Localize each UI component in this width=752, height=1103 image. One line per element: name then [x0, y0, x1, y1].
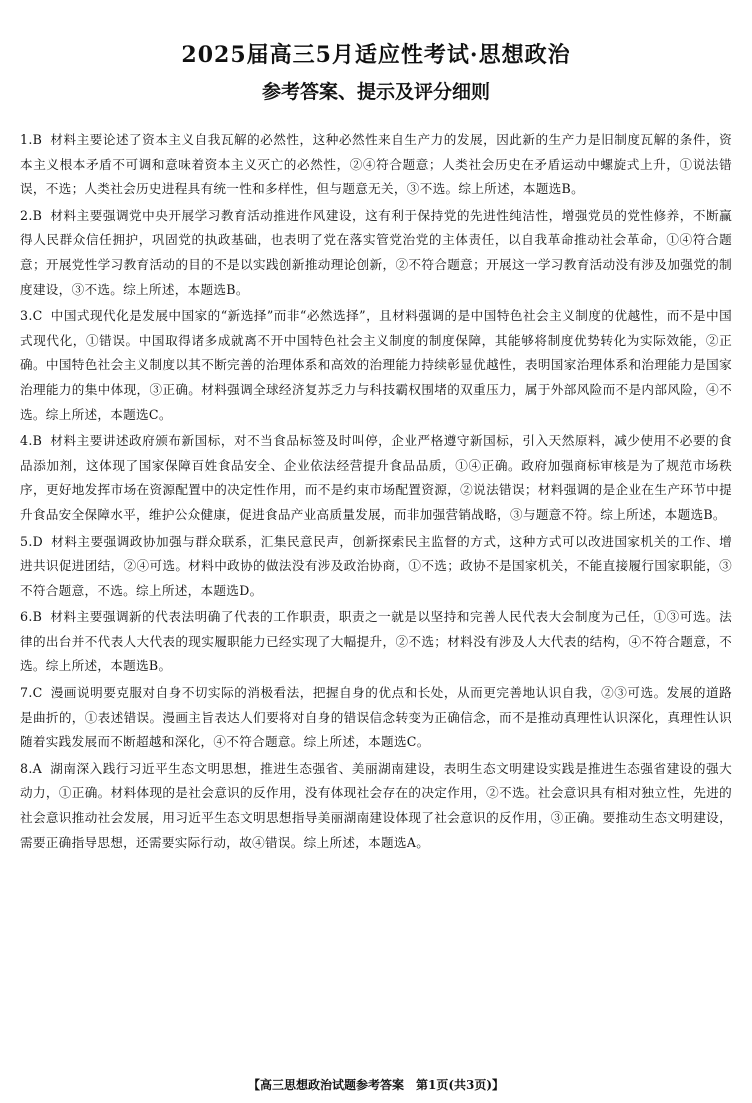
answer-number: 6.B: [20, 609, 43, 625]
answer-text: 材料主要强调政协加强与群众联系，汇集民意民声，创新探索民主监督的方式，这种方式可以改进国家机关的工作、增进共识促进团结，②④可选。材料中政协的做法没有涉及政治协商，①不选；政协不是国家机关，不能直接履行国家职能，③不符合题意，不选。综上所述，本题选D。: [20, 533, 732, 598]
page-title: 2025届高三5月适应性考试·思想政治: [181, 42, 571, 68]
answer-number: 2.B: [20, 207, 43, 223]
answer-number: 5.D: [20, 533, 44, 549]
answer-text: 中国式现代化是发展中国家的“新选择”而非“必然选择”，且材料强调的是中国特色社会主义制度的优越性，而不是中国式现代化，①错误。中国取得诸多成就离不开中国特色社会主义制度的制度保障，其能够将制度优势转化为实际效能，②正确。中国特色社会主义制度以其不断完善的治理体系和高效的治理能力持续彰显优越性，表明国家治理体系和治理能力是国家治理能力的集中体现，③正确。材料强调全球经济复苏乏力与科技霸权围堵的双重压力，属于外部风险而不是内部风险，④不选。综上所述，本题选C。: [20, 308, 732, 422]
answer-text: 漫画说明要克服对自身不切实际的消极看法，把握自身的优点和长处，从而更完善地认识自我，②③可选。发展的道路是曲折的，①表述错误。漫画主旨表达人们要将对自身的错误信念转变为正确信念，而不是推动真理性认识深化，真理性认识随着实践发展而不断超越和深化，④不符合题意。综上所述，本题选C。: [20, 685, 732, 750]
answer-text: 材料主要论述了资本主义自我瓦解的必然性，这种必然性来自生产力的发展，因此新的生产力是旧制度瓦解的条件，资本主义根本矛盾不可调和意味着资本主义灭亡的必然性，②④符合题意；人类社会历史在矛盾运动中螺旋式上升，①说法错误，不选；人类社会历史进程具有统一性和多样性，但与题意无关，③不选。综上所述，本题选B。: [20, 132, 732, 197]
answer-item-6: [20, 605, 732, 679]
page-subtitle: 参考答案、提示及评分细则: [261, 81, 490, 103]
answer-number: 7.C: [20, 685, 43, 701]
answer-item-4: [20, 429, 732, 527]
answer-item-3: [20, 304, 732, 427]
answer-item-8: [20, 757, 732, 855]
answer-number: 4.B: [20, 433, 43, 449]
answer-number: 3.C: [20, 308, 43, 324]
answer-text: 材料主要强调新的代表法明确了代表的工作职责，职责之一就是以坚持和完善人民代表大会制度为己任，①③可选。法律的出台并不代表人大代表的现实履职能力已经实现了大幅提升，②不选；材料没有涉及人大代表的结构，④不符合题意，不选。综上所述，本题选B。: [20, 609, 732, 674]
answer-item-2: [20, 204, 732, 302]
answer-text: 材料主要讲述政府颁布新国标，对不当食品标签及时叫停，企业严格遵守新国标，引入天然原料，减少使用不必要的食品添加剂，这体现了国家保障百姓食品安全、企业依法经营提升食品品质，①④正确。政府加强商标审核是为了规范市场秩序，更好地发挥市场在资源配置中的决定性作用，而不是约束市场配置资源，②说法错误；材料强调的是企业在生产环节中提升食品安全保障水平，维护公众健康，促进食品产业高质量发展，而非加强营销战略，③与题意不符。综上所述，本题选B。: [20, 433, 732, 522]
answer-item-7: [20, 681, 732, 755]
answer-text: 材料主要强调党中央开展学习教育活动推进作风建设，这有利于保持党的先进性纯洁性，增强党员的党性修养，不断赢得人民群众信任拥护，巩固党的执政基础，也表明了党在落实管党治党的主体责任，以自我革命推动社会革命，①④符合题意；开展党性学习教育活动的目的不是以实践创新推动理论创新，②不符合题意；开展这一学习教育活动没有涉及加强党的制度建设，③不选。综上所述，本题选B。: [20, 207, 732, 297]
answer-item-5: [20, 530, 732, 604]
answer-text: 湖南深入践行习近平生态文明思想，推进生态强省、美丽湖南建设，表明生态文明建设实践是推进生态强省建设的强大动力，①正确。材料体现的是社会意识的反作用，没有体现社会存在的决定作用，②不选。社会意识具有相对独立性，先进的社会意识推动社会发展，用习近平生态文明思想指导美丽湖南建设体现了社会意识的反作用，③正确。要推动生态文明建设，需要正确指导思想，还需要实际行动，故④错误。综上所述，本题选A。: [20, 760, 732, 850]
answer-item-1: [20, 128, 732, 202]
answer-number: 8.A: [20, 760, 43, 776]
answer-number: 1.B: [20, 132, 43, 147]
answers-list: [20, 128, 732, 855]
page-footer: 【高三思想政治试题参考答案 第1页(共3页)】: [247, 1078, 505, 1092]
